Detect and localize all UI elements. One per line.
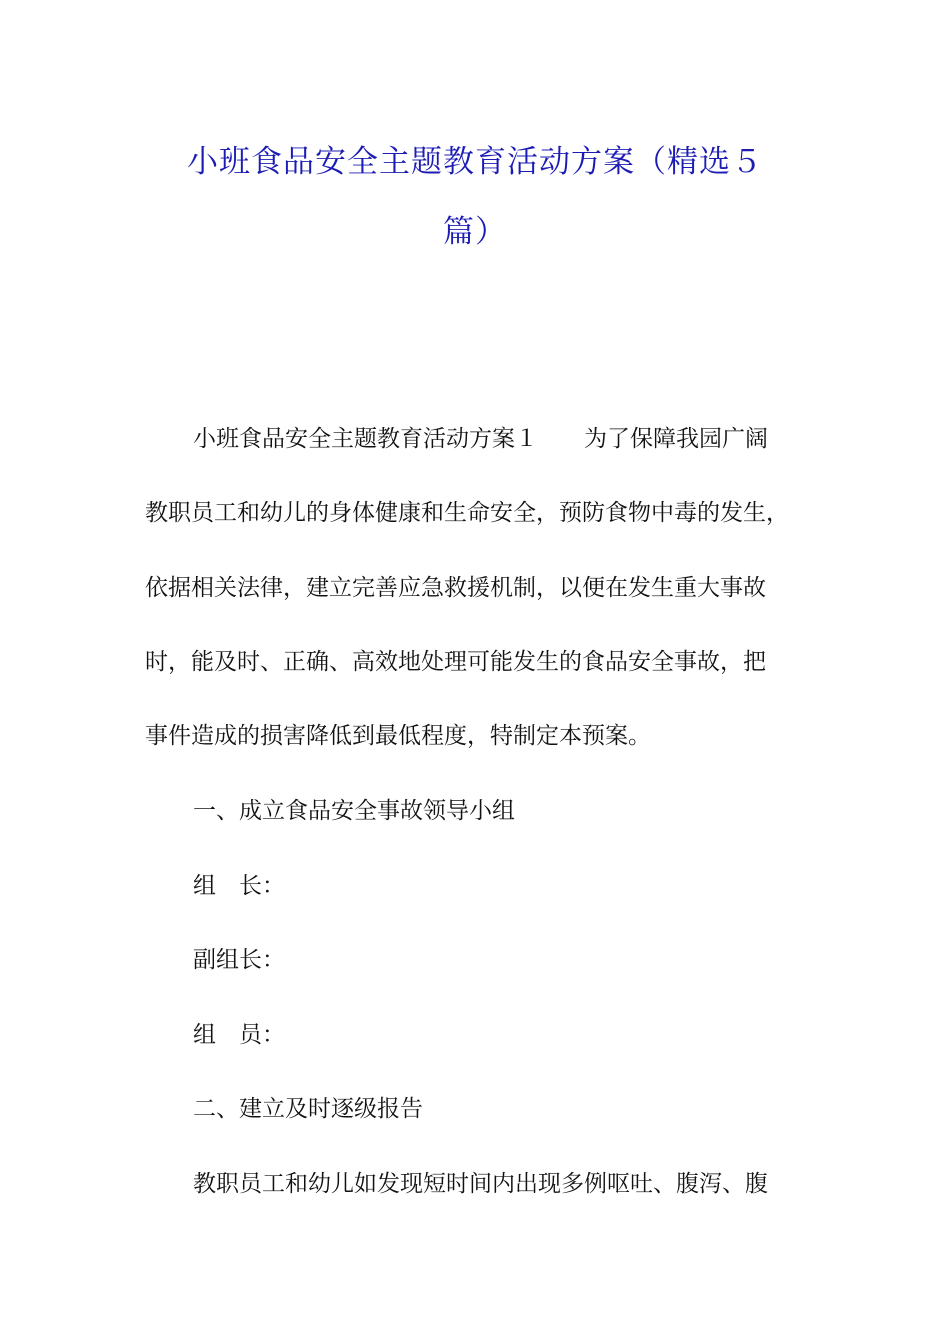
group-member-line: 组 员： xyxy=(193,1022,285,1048)
deputy-leader-line: 副组长： xyxy=(193,947,285,973)
body-line-1: 小班食品安全主题教育活动方案１ 为了保障我园广阔 xyxy=(193,426,768,452)
section-heading-2: 二、建立及时逐级报告 xyxy=(193,1096,423,1122)
body-line-4: 时，能及时、正确、高效地处理可能发生的食品安全事故，把 xyxy=(145,649,766,675)
document-title-line-1: 小班食品安全主题教育活动方案（精选５ xyxy=(187,144,763,180)
body-line-last: 教职员工和幼儿如发现短时间内出现多例呕吐、腹泻、腹 xyxy=(193,1171,768,1197)
body-line-5: 事件造成的损害降低到最低程度，特制定本预案。 xyxy=(145,723,651,749)
document-title-line-2: 篇） xyxy=(443,214,507,250)
group-leader-line: 组 长： xyxy=(193,873,285,899)
body-line-2: 教职员工和幼儿的身体健康和生命安全，预防食物中毒的发生， xyxy=(145,500,789,526)
section-heading-1: 一、成立食品安全事故领导小组 xyxy=(193,798,515,824)
body-line-3: 依据相关法律，建立完善应急救援机制，以便在发生重大事故 xyxy=(145,575,766,601)
